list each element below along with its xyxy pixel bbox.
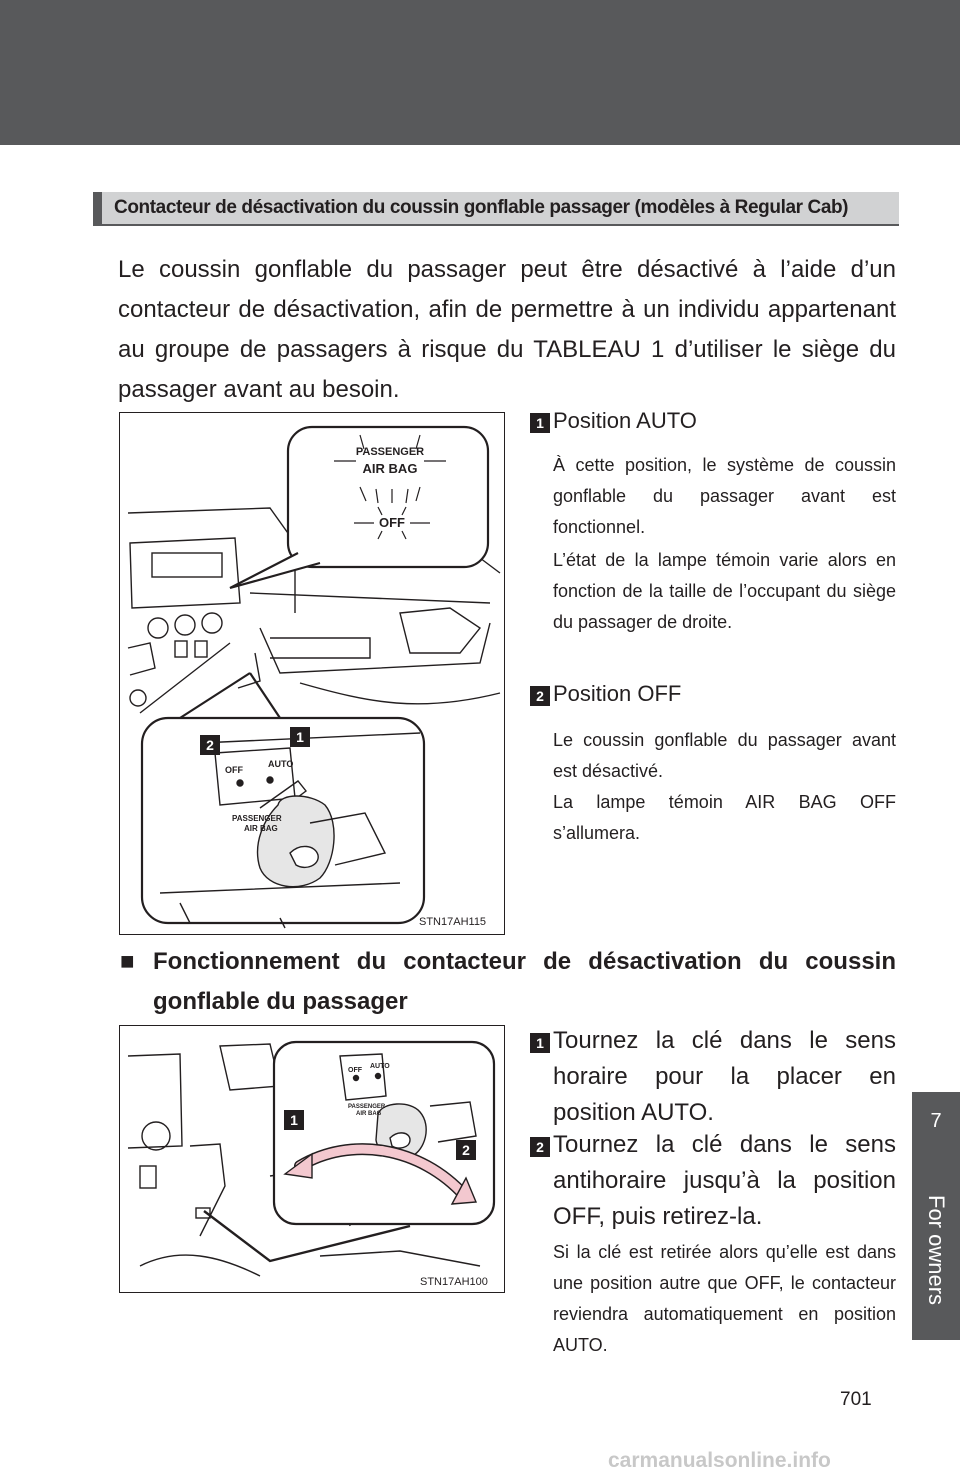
callout-2: 2 [206,737,214,753]
fig2-callout-2: 2 [462,1142,470,1158]
step-2-badge: 2 [530,1137,550,1157]
dashboard-illustration [120,413,504,934]
key-operation-illustration [120,1026,504,1292]
figure2-code: STN17AH100 [420,1276,488,1288]
step-1-badge: 1 [530,1033,550,1053]
position-1-badge: 1 [530,413,550,433]
indicator-line-2: AIR BAG [362,461,418,476]
chapter-label: For owners [924,1194,949,1306]
indicator-line-1: PASSENGER [355,446,425,458]
indicator-line-3: OFF [379,515,405,530]
position-auto-title: Position AUTO [553,408,697,433]
fig2-switch-auto: AUTO [370,1063,390,1070]
position-2-badge: 2 [530,686,550,706]
switch-label-airbag: AIR BAG [244,824,278,833]
figure-key-operation [119,1025,505,1293]
switch-label-auto: AUTO [268,759,294,769]
callout-1: 1 [296,729,304,745]
position-off-text-1: Le coussin gonflable du passager avant est désactivé. [553,730,896,781]
subsection-heading-text: Fonctionnement du contacteur de désactivation du coussin gonflable du passager [153,948,896,1015]
switch-label-passenger: PASSENGER [232,814,282,823]
note-text: Si la clé est retirée alors qu’elle est dans une position autre que OFF, le contacteur reviendra automatiquement en position AUTO. [553,1242,896,1355]
section-heading: Contacteur de désactivation du coussin gonflable passager (modèles à Regular Cab) [93,192,899,226]
fig2-switch-passenger: PASSENGER [348,1104,386,1110]
fig2-switch-off: OFF [348,1067,362,1074]
subsection-heading [120,942,896,1022]
figure-airbag-switch [119,412,505,935]
step-1-text: Tournez la clé dans le sens horaire pour la placer en position AUTO. [553,1027,896,1126]
top-band [0,0,960,145]
watermark: carmanualsonline.info [608,1449,831,1472]
chapter-number: 7 [930,1110,942,1132]
position-auto-text-1: À cette position, le système de coussin gonflable du passager avant est fonctionnel. [553,455,896,537]
fig2-callout-1: 1 [290,1112,298,1128]
fig2-switch-airbag: AIR BAG [356,1111,382,1117]
page-number: 701 [840,1389,872,1410]
figure-code: STN17AH115 [419,916,487,928]
step-2-text: Tournez la clé dans le sens antihoraire jusqu’à la position OFF, puis retirez-la. [553,1131,896,1230]
intro-paragraph: Le coussin gonflable du passager peut être désactivé à l’aide d’un contacteur de désactivation, afin de permettre à un individu appartenant au groupe de passagers à risque du TABLEAU 1 d’utiliser le siège du passager avant au besoin. [118,256,896,403]
position-off-title: Position OFF [553,681,682,706]
bullet-square: ■ [120,948,135,975]
position-auto-text-2: L’état de la lampe témoin varie alors en fonction de la taille de l’occupant du siège du passager de droite. [553,550,896,632]
switch-label-off: OFF [225,765,243,775]
position-off-text-2: La lampe témoin AIR BAG OFF s’allumera. [553,792,896,843]
